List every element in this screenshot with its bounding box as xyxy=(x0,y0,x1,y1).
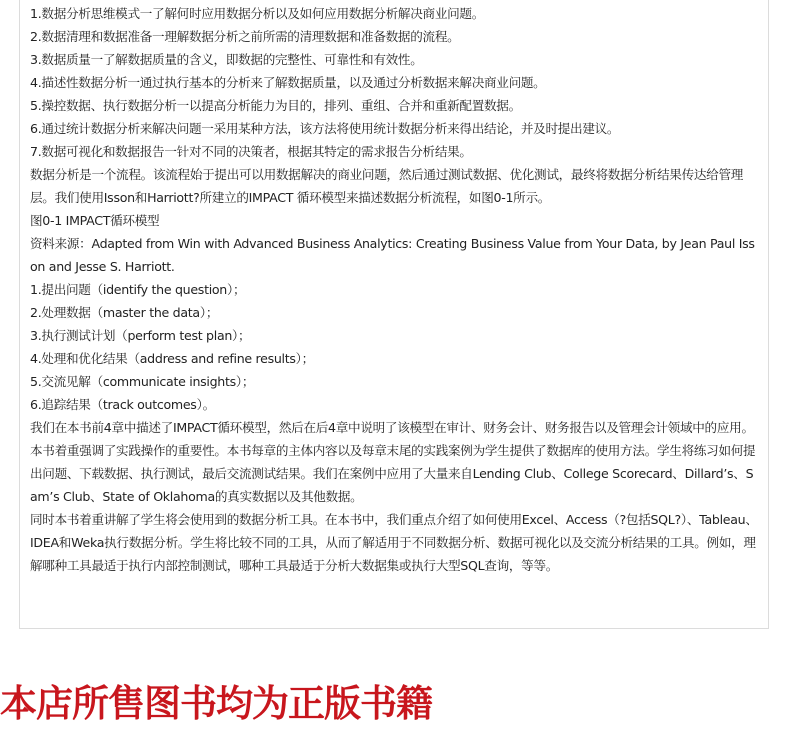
description-paragraph: 3.数据质量一了解数据质量的含义，即数据的完整性、可靠性和有效性。 xyxy=(30,52,423,67)
impact-step: 6.追踪结果（track outcomes）。 xyxy=(30,397,215,412)
description-paragraph: 同时本书着重讲解了学生将会使用到的数据分析工具。在本书中，我们重点介绍了如何使用Excel、Access（?包括SQL?）、Tableau、IDEA和Weka执行数据分析。学生将比较不同的工具，从而了解适用于不同数据分析、数据可视化以及交流分析结果的工具。例如，理解哪种工具最适于执行内部控制测试，哪种工具最适于分析大数据集或执行大型SQL查询，等等。 xyxy=(30,512,758,573)
description-paragraph: 2.数据清理和数据准备一理解数据分析之前所需的清理数据和准备数据的流程。 xyxy=(30,29,460,44)
description-paragraph: 5.操控数据、执行数据分析一以提高分析能力为目的，排列、重组、合并和重新配置数据。 xyxy=(30,98,521,113)
description-paragraph: 本书着重强调了实践操作的重要性。本书每章的主体内容以及每章末尾的实践案例为学生提供了数据库的使用方法。学生将练习如何提出问题、下载数据、执行测试，最后交流测试结果。我们在案例中应用了大量来自Lending Club、College Scorecard、Dillard’s、Sam’s Club、State of Oklahoma的真实数据以及其他数据。 xyxy=(30,443,756,504)
authentic-books-notice: 本店所售图书均为正版书籍 xyxy=(0,682,432,725)
figure-caption: 图0-1 IMPACT循环模型 xyxy=(30,213,160,228)
impact-step: 5.交流见解（communicate insights）； xyxy=(30,374,255,389)
impact-step: 2.处理数据（master the data）； xyxy=(30,305,219,320)
impact-step: 1.提出问题（identify the question）； xyxy=(30,282,246,297)
impact-step: 3.执行测试计划（perform test plan）； xyxy=(30,328,251,343)
description-paragraph: 6.通过统计数据分析来解决问题一采用某种方法，该方法将使用统计数据分析来得出结论，并及时提出建议。 xyxy=(30,121,620,136)
impact-step: 4.处理和优化结果（address and refine results）； xyxy=(30,351,314,366)
description-paragraph: 7.数据可视化和数据报告一针对不同的决策者，根据其特定的需求报告分析结果。 xyxy=(30,144,472,159)
description-paragraph: 1.数据分析思维模式一了解何时应用数据分析以及如何应用数据分析解决商业问题。 xyxy=(30,6,484,21)
book-description-box xyxy=(19,0,769,629)
description-paragraph: 数据分析是一个流程。该流程始于提出可以用数据解决的商业问题，然后通过测试数据、优化测试，最终将数据分析结果传达给管理层。我们使用Isson和Harriott?所建立的IMPACT 循环模型来描述数据分析流程，如图0-1所示。 xyxy=(30,167,744,205)
description-paragraph: 我们在本书前4章中描述了IMPACT循环模型，然后在后4章中说明了该模型在审计、财务会计、财务报告以及管理会计领域中的应用。 xyxy=(30,420,754,435)
description-paragraph: 4.描述性数据分析一通过执行基本的分析来了解数据质量，以及通过分析数据来解决商业问题。 xyxy=(30,75,546,90)
source-note: 资料来源：Adapted from Win with Advanced Business Analytics: Creating Business Value from Your Data, by Jean Paul Isson and Jesse S. Harriott. xyxy=(30,236,755,274)
